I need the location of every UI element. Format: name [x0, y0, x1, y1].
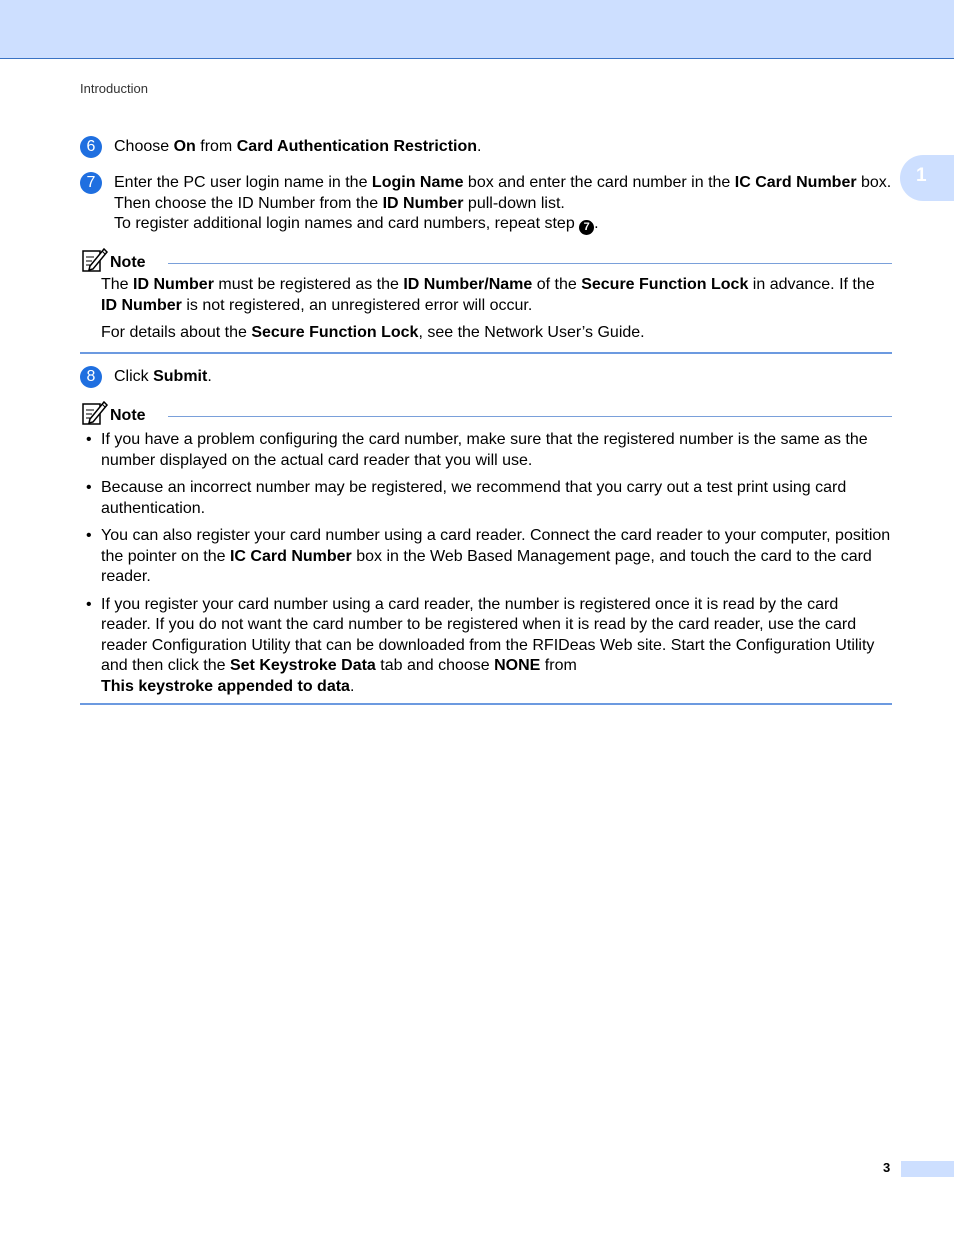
header-band: [0, 0, 954, 59]
note-divider: [168, 416, 892, 417]
note-paragraph: For details about the Secure Function Lock, see the Network User’s Guide.: [101, 324, 645, 341]
running-head: Introduction: [80, 81, 148, 96]
bullet: •: [86, 479, 92, 496]
step-8: [80, 366, 892, 390]
note-pencil-icon: [80, 399, 108, 427]
note-label: Note: [110, 254, 146, 271]
note-bullet-list: [80, 430, 892, 697]
step-6-text: Choose On from Card Authentication Restriction.: [114, 138, 482, 155]
step-8-text: Click Submit.: [114, 368, 212, 385]
step-number-badge: 6: [80, 136, 102, 158]
step-reference-badge: 7: [579, 220, 594, 235]
step-6: [80, 136, 892, 160]
list-item: • If you register your card number using a card reader, the number is registered once it is read by the card reader. If you do not want the card number to be registered when it is read by the card reader, use the card reader Configuration Utility that can be downloaded from the RFIDeas Web site. Start the Configuration Utility and then click the Set Keystroke Data tab and choose NONE from This keystroke appended to data.: [86, 595, 875, 695]
note-end-rule: [80, 703, 892, 705]
list-item: • If you have a problem configuring the card number, make sure that the registered number is the same as the number displayed on the actual card reader that you will use.: [86, 431, 868, 469]
step-number-badge: 7: [80, 172, 102, 194]
step-7: [80, 172, 892, 236]
note-box: [80, 403, 892, 704]
list-item: • Because an incorrect number may be registered, we recommend that you carry out a test print using card authentication.: [86, 479, 847, 517]
chapter-number: 1: [916, 165, 927, 186]
note-header: [80, 250, 892, 276]
note-divider: [168, 263, 892, 264]
note-end-rule: [80, 352, 892, 354]
note-header: [80, 403, 892, 429]
list-item: • You can also register your card number using a card reader. Connect the card reader to your computer, position the pointer on the IC Card Number box in the Web Based Management page, and touch the card to the card reader.: [86, 527, 891, 585]
note-box: [80, 250, 892, 351]
bullet: •: [86, 595, 92, 613]
note-label: Note: [110, 407, 146, 424]
step-number-badge: 8: [80, 366, 102, 388]
note-paragraph: The ID Number must be registered as the ID Number/Name of the Secure Function Lock in advance. If the ID Number is not registered, an unregistered error will occur.: [101, 276, 875, 314]
footer-bar: [901, 1161, 954, 1177]
note-pencil-icon: [80, 246, 108, 274]
bullet: •: [86, 527, 92, 544]
page-number: 3: [883, 1160, 891, 1175]
step-7-text: Enter the PC user login name in the Login Name box and enter the card number in the IC Card Number box. Then choose the ID Number from the ID Number pull-down list. To register additional login names and card numbers, repeat step 7 .: [114, 174, 892, 233]
bullet: •: [86, 431, 92, 448]
chapter-tab: [900, 155, 954, 201]
